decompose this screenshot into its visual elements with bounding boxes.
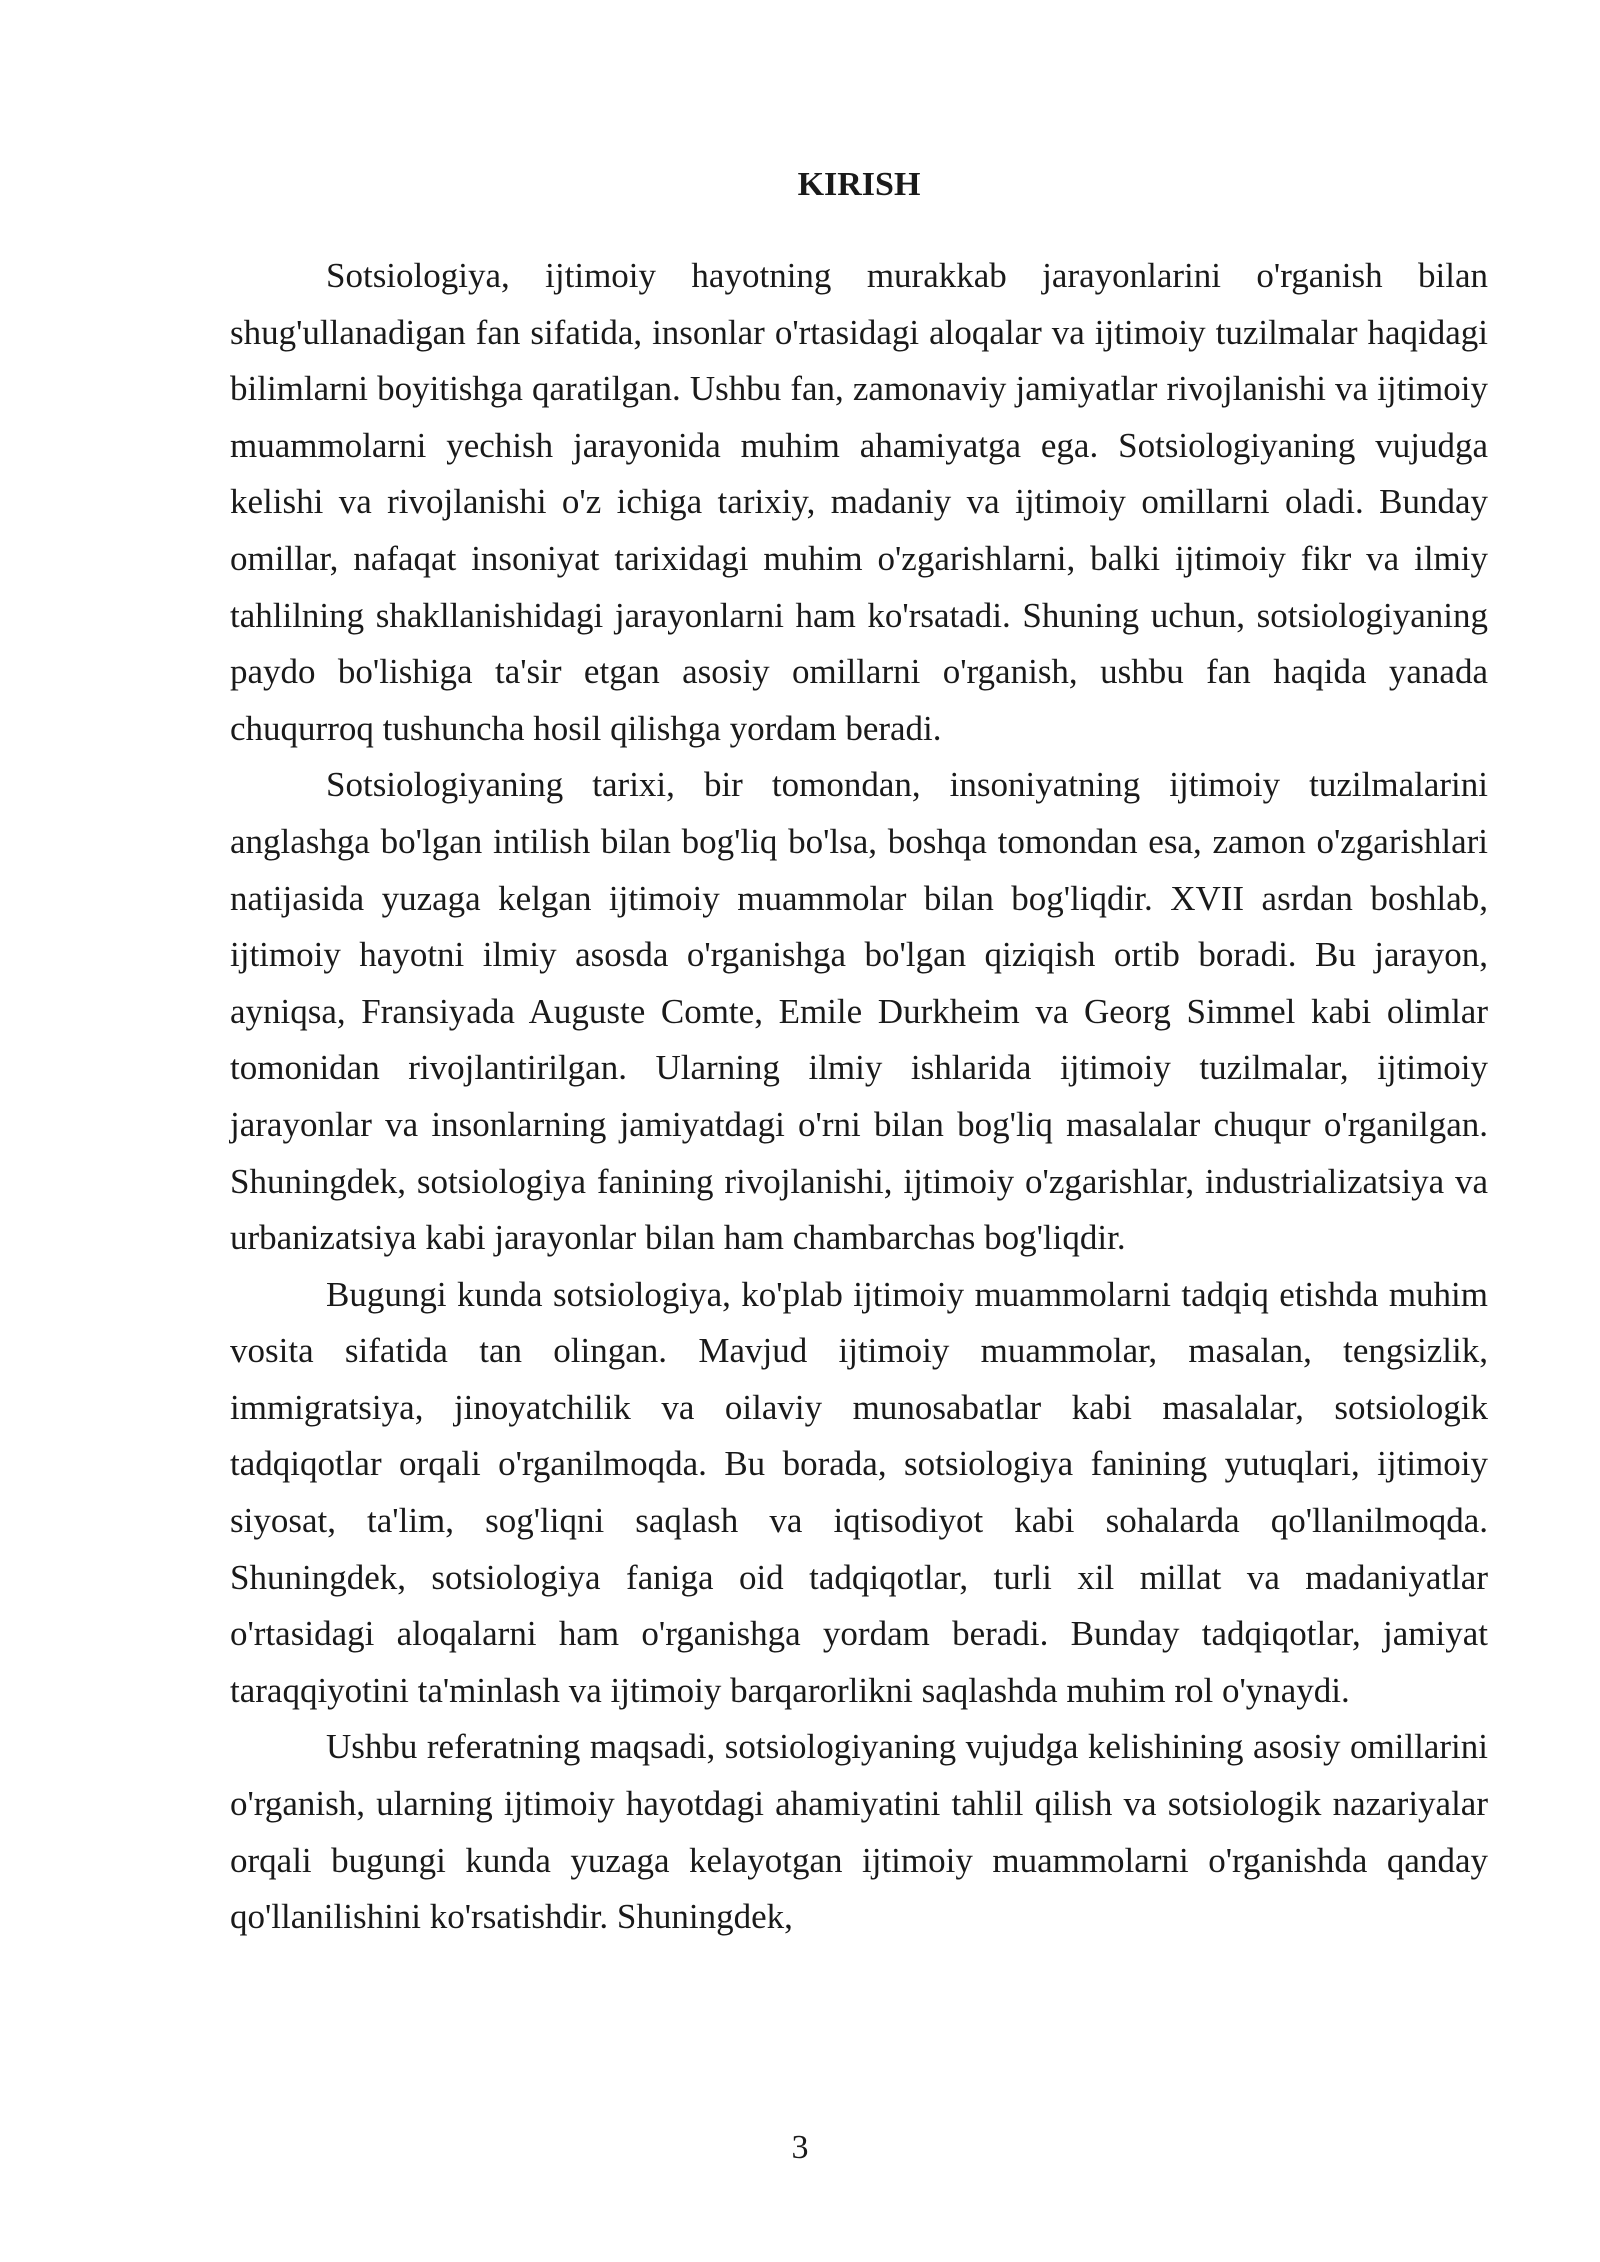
paragraph-1: Sotsiologiya, ijtimoiy hayotning murakkab jarayonlarini o'rganish bilan shug'ullanadigan fan sifatida, insonlar o'rtasidagi aloqalar va ijtimoiy tuzilmalar haqidagi bilimlarni boyitishga qaratilgan. Ushbu fan, zamonaviy jamiyatlar rivojlanishi va ijtimoiy muammolarni yechish jarayonida muhim ahamiyatga ega. Sotsiologiyaning vujudga kelishi va rivojlanishi o'z ichiga tarixiy, madaniy va ijtimoiy omillarni oladi. Bunday omillar, nafaqat insoniyat tarixidagi muhim o'zgarishlarni, balki ijtimoiy fikr va ilmiy tahlilning shakllanishidagi jarayonlarni ham ko'rsatadi. Shuning uchun, sotsiologiyaning paydo bo'lishiga ta'sir etgan asosiy omillarni o'rganish, ushbu fan haqida yanada chuqurroq tushuncha hosil qilishga yordam beradi. (230, 256, 1488, 748)
paragraph-4: Ushbu referatning maqsadi, sotsiologiyaning vujudga kelishining asosiy omillarini o'rganish, ularning ijtimoiy hayotdagi ahamiyatini tahlil qilish va sotsiologik nazariyalar orqali bugungi kunda yuzaga kelayotgan ijtimoiy muammolarni o'rganishda qanday qo'llanilishini ko'rsatishdir. Shuningdek, (230, 1727, 1488, 1937)
page-number: 3 (791, 2129, 809, 2166)
paragraph-3: Bugungi kunda sotsiologiya, ko'plab ijtimoiy muammolarni tadqiq etishda muhim vosita sifatida tan olingan. Mavjud ijtimoiy muammolar, masalan, tengsizlik, immigratsiya, jinoyatchilik va oilaviy munosabatlar kabi masalalar, sotsiologik tadqiqotlar orqali o'rganilmoqda. Bu borada, sotsiologiya fanining yutuqlari, ijtimoiy siyosat, ta'lim, sog'liqni saqlash va iqtisodiyot kabi sohalarda qo'llanilmoqda. Shuningdek, sotsiologiya faniga oid tadqiqotlar, turli xil millat va madaniyatlar o'rtasidagi aloqalarni ham o'rganishga yordam beradi. Bunday tadqiqotlar, jamiyat taraqqiyotini ta'minlash va ijtimoiy barqarorlikni saqlashda muhim rol o'ynaydi. (230, 1274, 1488, 1710)
page-title: KIRISH (797, 166, 921, 203)
paragraph-2: Sotsiologiyaning tarixi, bir tomondan, insoniyatning ijtimoiy tuzilmalarini anglashga bo'lgan intilish bilan bog'liq bo'lsa, boshqa tomondan esa, zamon o'zgarishlari natijasida yuzaga kelgan ijtimoiy muammolar bilan bog'liqdir. XVII asrdan boshlab, ijtimoiy hayotni ilmiy asosda o'rganishga bo'lgan qiziqish ortib boradi. Bu jarayon, ayniqsa, Fransiyada Auguste Comte, Emile Durkheim va Georg Simmel kabi olimlar tomonidan rivojlantirilgan. Ularning ilmiy ishlarida ijtimoiy tuzilmalar, ijtimoiy jarayonlar va insonlarning jamiyatdagi o'rni bilan bog'liq masalalar chuqur o'rganilgan. Shuningdek, sotsiologiya fanining rivojlanishi, ijtimoiy o'zgarishlar, industrializatsiya va urbanizatsiya kabi jarayonlar bilan ham chambarchas bog'liqdir. (230, 765, 1488, 1258)
body-text (230, 248, 1488, 1946)
